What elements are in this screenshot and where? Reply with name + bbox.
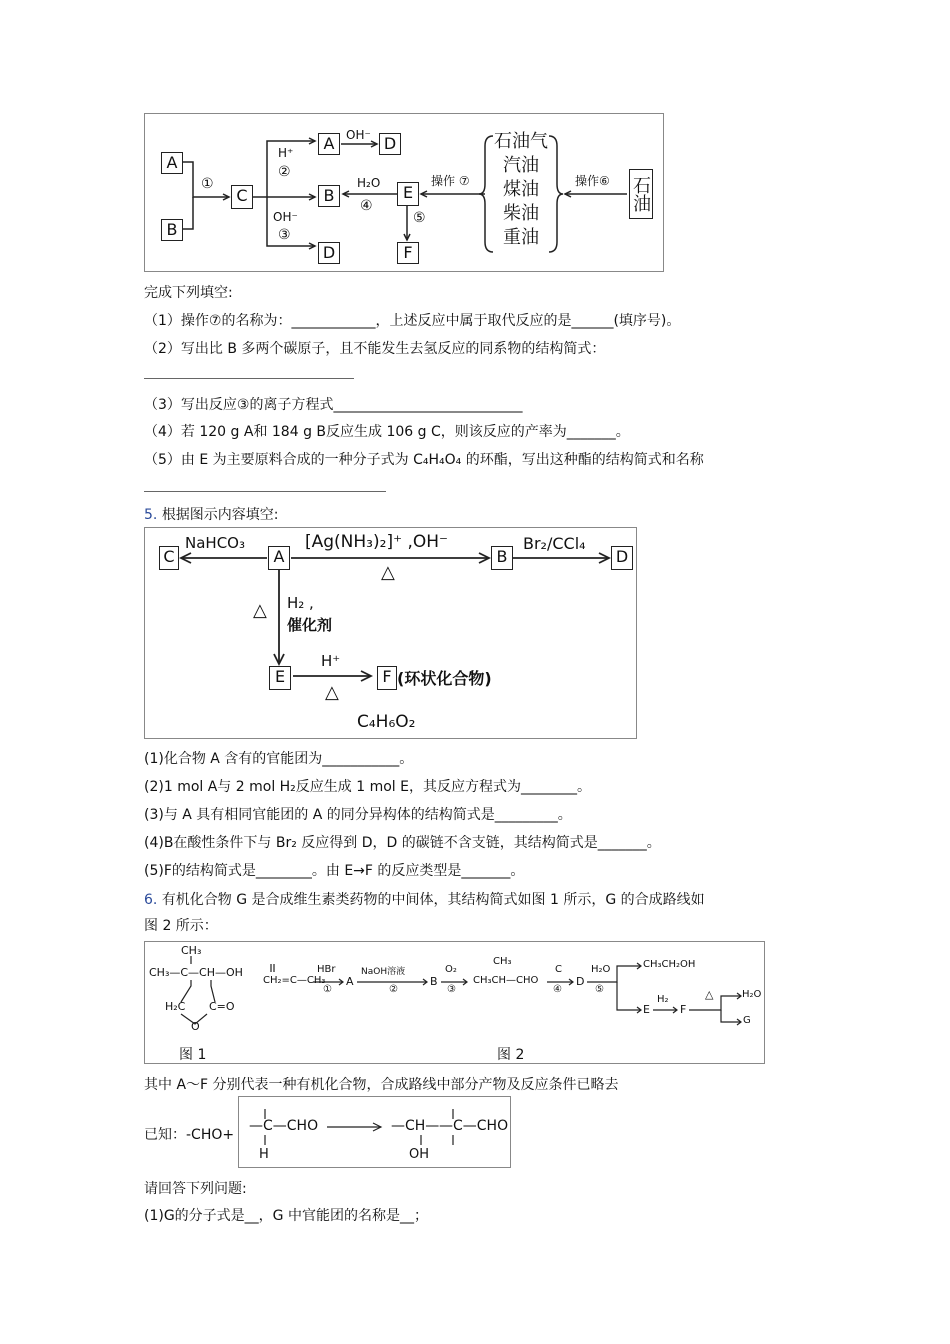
product-4: 柴油 (503, 203, 539, 224)
q5-label-h2: H₂ , (287, 594, 314, 612)
route-ald-ch3: CH₃ (493, 956, 512, 967)
answer-line-5 (144, 491, 386, 492)
q5-label-br2: Br₂/CCl₄ (523, 534, 586, 553)
q4-line-4: （4）若 120 g A和 184 g B反应生成 106 g C，则该反应的产率为_______。 (144, 424, 630, 440)
q5-label-catalyst: 催化剂 (287, 616, 333, 634)
q5-label-ring: (环状化合物) (397, 669, 492, 688)
figure-q6 (144, 941, 765, 1064)
q5-line-5: (5)F的结构简式是________。由 E→F 的反应类型是_______。 (144, 863, 525, 879)
q6-q1: (1)G的分子式是__，G 中官能团的名称是__； (144, 1208, 428, 1224)
node-A2: A (318, 133, 340, 155)
known-right1: —CH— (391, 1118, 440, 1134)
q5-diagram (145, 528, 636, 738)
q5-label-delta-top: △ (381, 562, 395, 583)
route-f: F (680, 1003, 687, 1016)
node-C: C (231, 185, 253, 209)
route-hbr: HBr (317, 964, 336, 975)
route-h2o: H₂O (591, 964, 611, 975)
q5-node-E: E (269, 666, 291, 690)
g-h2c: H₂C (165, 1000, 186, 1013)
q5-line-2: (2)1 mol A与 2 mol H₂反应生成 1 mol E，其反应方程式为________。 (144, 779, 591, 795)
q4-line-5: （5）由 E 为主要原料合成的一种分子式为 C₄H₄O₄ 的环酯，写出这种酯的结构简式和名称 (144, 452, 704, 468)
route-a: A (346, 975, 354, 988)
fig1-label: 图 1 (179, 1047, 207, 1063)
known-oh: OH (409, 1147, 430, 1162)
route-s4: ④ (553, 984, 562, 995)
q4-intro: 完成下列填空: (144, 285, 233, 301)
route-d: D (576, 975, 585, 988)
q5-label-delta-left: △ (253, 600, 267, 621)
route-naoh: NaOH溶液 (361, 967, 406, 977)
node-A: A (161, 152, 183, 174)
label-r1: ① (201, 176, 214, 192)
product-list (493, 130, 549, 250)
q5-line-3: (3)与 A 具有相同官能团的 A 的同分异构体的结构简式是_________。 (144, 807, 572, 823)
label-r3: ③ (278, 227, 291, 243)
route-h2o-out: H₂O (742, 989, 762, 1000)
route-h2: H₂ (657, 994, 669, 1005)
label-oh-minus: OH⁻ (273, 210, 298, 224)
q5-node-F: F (377, 666, 397, 690)
label-r5: ⑤ (413, 210, 426, 226)
q5-line-1: (1)化合物 A 含有的官能团为___________。 (144, 751, 414, 767)
known-left: —C—CHO (249, 1118, 319, 1134)
q5-node-B: B (491, 546, 513, 570)
q5-stem-text: 根据图示内容填空: (161, 507, 279, 523)
g-ch3: CH₃ (181, 944, 202, 957)
q5-number: 5. (144, 507, 158, 523)
route-ald: CH₃CH—CHO (473, 975, 539, 986)
label-r2: ② (278, 164, 291, 180)
q6-stem-text-1: 有机化合物 G 是合成维生素类药物的中间体，其结构简式如图 1 所示，G 的合成路线如 (161, 892, 705, 908)
product-2: 汽油 (503, 155, 539, 176)
route-c: C (555, 964, 562, 975)
q5-node-A: A (268, 546, 290, 570)
product-1: 石油气 (494, 131, 548, 152)
figure-known (238, 1096, 511, 1168)
q5-label-ag: [Ag(NH₃)₂]⁺ ,OH⁻ (305, 532, 448, 552)
node-E: E (397, 182, 419, 206)
known-h: H (259, 1147, 269, 1162)
route-e: E (643, 1003, 650, 1016)
route-start: CH₂=C—CH₃ (263, 975, 326, 986)
label-op6: 操作⑥ (575, 174, 610, 188)
figure-q5 (144, 527, 637, 739)
g-main: CH₃—C—CH—OH (149, 966, 243, 979)
route-delta: △ (705, 988, 714, 1001)
fig2-label: 图 2 (497, 1047, 525, 1063)
q4-line-1: （1）操作⑦的名称为：____________，上述反应中属于取代反应的是______(填序号)。 (144, 313, 681, 329)
g-co: C=O (209, 1000, 235, 1013)
figure-petroleum (144, 113, 664, 272)
route-s2: ② (389, 984, 398, 995)
q6-stem-2: 图 2 所示： (144, 918, 218, 934)
node-D2: D (318, 242, 340, 264)
route-g: G (743, 1015, 751, 1026)
q6-ask: 请回答下列问题: (144, 1181, 247, 1197)
q5-label-delta-bottom: △ (325, 682, 339, 703)
q6-note: 其中 A～F 分别代表一种有机化合物，合成路线中部分产物及反应条件已略去 (144, 1077, 619, 1093)
q5-label-hplus: H⁺ (321, 652, 341, 670)
known-right2: —C—CHO (439, 1118, 509, 1134)
node-B2: B (318, 185, 340, 207)
q5-stem (144, 504, 279, 524)
answer-line-2 (144, 378, 354, 379)
label-r4: ④ (360, 198, 373, 214)
route-o2: O₂ (445, 964, 457, 975)
q5-label-nahco3: NaHCO₃ (185, 534, 245, 552)
label-h2o: H₂O (357, 176, 381, 190)
route-s3: ③ (447, 984, 456, 995)
node-F: F (397, 242, 419, 264)
route-s5: ⑤ (595, 984, 604, 995)
q4-line-2: （2）写出比 B 多两个碳原子，且不能发生去氢反应的同系物的结构简式： (144, 341, 606, 357)
label-op7: 操作 ⑦ (431, 174, 470, 188)
label-oh-top: OH⁻ (346, 128, 371, 142)
product-5: 重油 (503, 227, 539, 248)
route-etoh: CH₃CH₂OH (643, 959, 696, 970)
q6-stem-1 (144, 889, 705, 909)
q5-node-C: C (159, 546, 179, 570)
g-o: O (191, 1020, 200, 1033)
label-h-plus: H⁺ (278, 146, 294, 160)
product-3: 煤油 (503, 179, 539, 200)
q5-label-formula: C₄H₆O₂ (357, 712, 416, 732)
q5-line-4: (4)B在酸性条件下与 Br₂ 反应得到 D，D 的碳链不含支链，其结构简式是_______。 (144, 835, 661, 851)
q4-line-3: （3）写出反应③的离子方程式___________________________ (144, 397, 523, 413)
route-s1: ① (323, 984, 332, 995)
node-B: B (161, 219, 183, 241)
q5-node-D: D (611, 546, 633, 570)
node-oil: 石油 (629, 169, 653, 219)
node-D1: D (379, 133, 401, 155)
route-b: B (430, 975, 438, 988)
q6-known-label: 已知：-CHO+ (144, 1127, 235, 1143)
q6-number: 6. (144, 892, 158, 908)
